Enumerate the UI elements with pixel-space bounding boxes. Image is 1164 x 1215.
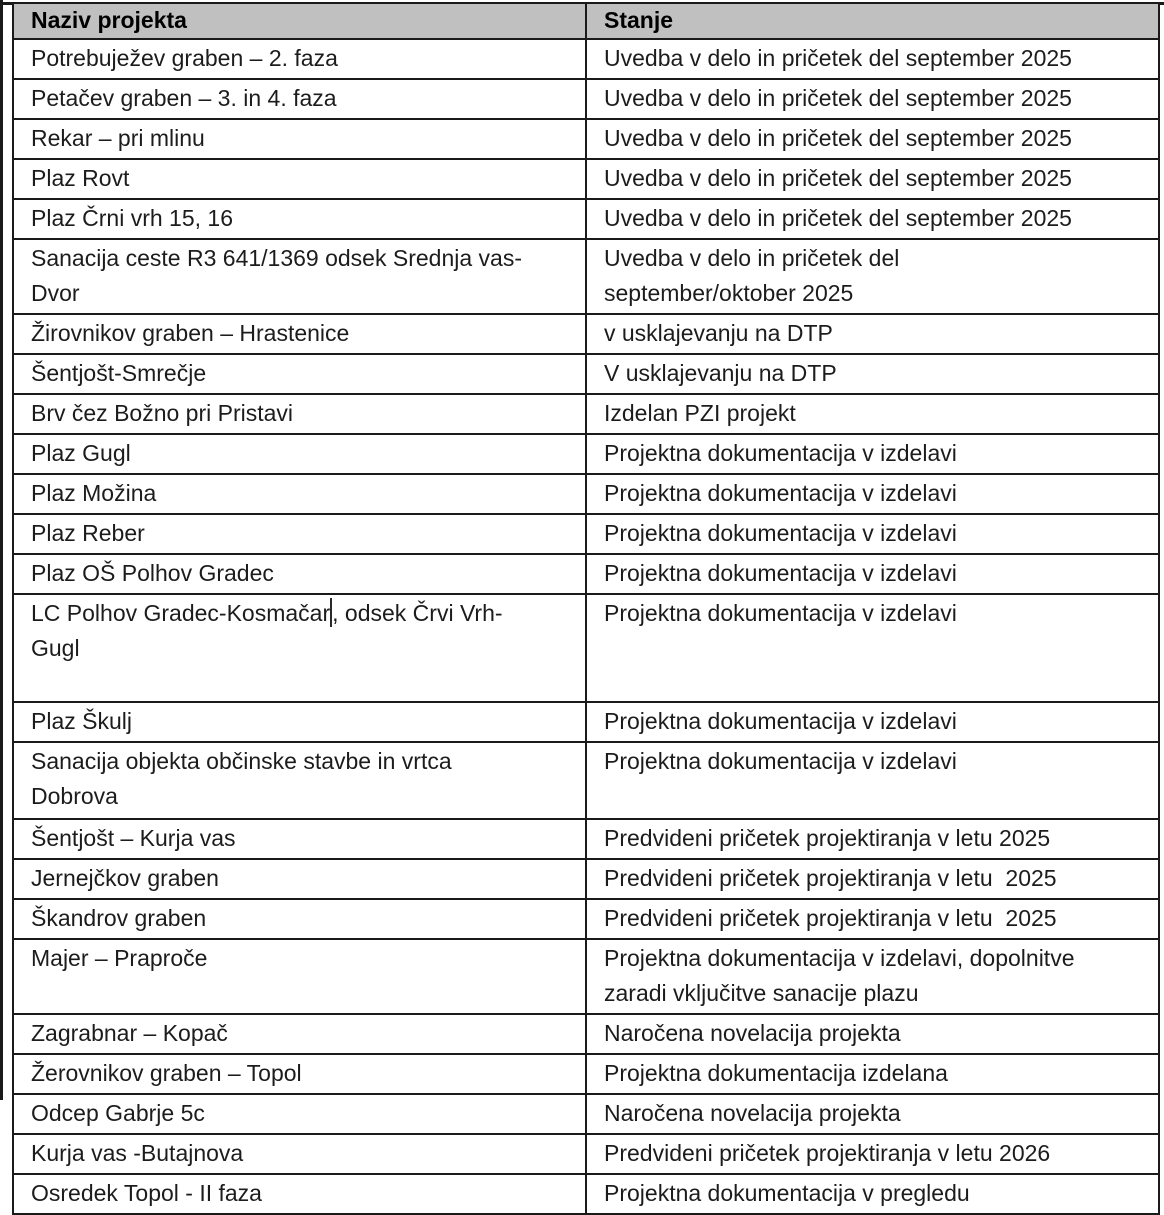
- table-row: [13, 1134, 1159, 1174]
- project-name-cell[interactable]: [13, 859, 586, 899]
- project-name-cell-line: Plaz Reber: [31, 520, 145, 546]
- project-name-cell[interactable]: [13, 819, 586, 859]
- project-status-cell-line: Projektna dokumentacija v izdelavi: [604, 480, 957, 506]
- project-status-cell[interactable]: [586, 239, 1159, 314]
- table-row: [13, 742, 1159, 819]
- project-name-cell-line: Sanacija ceste R3 641/1369 odsek Srednja vas-: [31, 245, 522, 271]
- project-name-cell[interactable]: [13, 1174, 586, 1214]
- project-status-cell-line: Uvedba v delo in pričetek del september 2025: [604, 45, 1072, 71]
- project-status-cell-line: Uvedba v delo in pričetek del: [604, 245, 900, 271]
- table-row: [13, 1014, 1159, 1054]
- table-row: [13, 819, 1159, 859]
- table-row: [13, 314, 1159, 354]
- project-status-cell-line: V usklajevanju na DTP: [604, 360, 837, 386]
- project-status-cell-line: Uvedba v delo in pričetek del september 2025: [604, 125, 1072, 151]
- project-name-cell[interactable]: [13, 199, 586, 239]
- project-name-cell-line: Dvor: [31, 280, 80, 306]
- project-status-cell[interactable]: [586, 554, 1159, 594]
- project-status-cell[interactable]: [586, 159, 1159, 199]
- table-row: [13, 702, 1159, 742]
- project-name-cell[interactable]: [13, 742, 586, 819]
- project-name-cell[interactable]: [13, 1094, 586, 1134]
- project-status-cell[interactable]: [586, 1014, 1159, 1054]
- project-status-cell-line: Projektna dokumentacija v izdelavi, dopolnitve: [604, 945, 1075, 971]
- text-cursor: [330, 598, 332, 627]
- project-name-cell-line: Šentjošt – Kurja vas: [31, 825, 236, 851]
- project-name-cell-line: Dobrova: [31, 783, 118, 809]
- project-name-cell[interactable]: [13, 514, 586, 554]
- project-status-cell-line: Projektna dokumentacija v izdelavi: [604, 748, 957, 774]
- project-status-cell[interactable]: [586, 702, 1159, 742]
- project-status-cell-line: Uvedba v delo in pričetek del september 2025: [604, 205, 1072, 231]
- project-status-cell[interactable]: [586, 354, 1159, 394]
- project-name-cell[interactable]: [13, 1014, 586, 1054]
- project-name-cell-line: Osredek Topol - II faza: [31, 1180, 262, 1206]
- project-status-cell[interactable]: [586, 1094, 1159, 1134]
- table-row: [13, 514, 1159, 554]
- table-row: [13, 554, 1159, 594]
- project-name-cell[interactable]: [13, 239, 586, 314]
- table-row: [13, 1094, 1159, 1134]
- project-name-cell-line: Plaz Gugl: [31, 440, 131, 466]
- project-status-cell-line: Projektna dokumentacija v pregledu: [604, 1180, 970, 1206]
- project-status-cell-line: Projektna dokumentacija v izdelavi: [604, 708, 957, 734]
- table-row: [13, 474, 1159, 514]
- table-row: [13, 594, 1159, 702]
- project-status-cell-line: Predvideni pričetek projektiranja v letu 2026: [604, 1140, 1051, 1166]
- project-status-cell[interactable]: [586, 594, 1159, 702]
- project-status-cell[interactable]: [586, 514, 1159, 554]
- project-status-cell[interactable]: [586, 742, 1159, 819]
- project-status-cell[interactable]: [586, 939, 1159, 1014]
- project-status-cell-line: Projektna dokumentacija v izdelavi: [604, 440, 957, 466]
- project-name-cell[interactable]: [13, 554, 586, 594]
- project-name-cell[interactable]: [13, 899, 586, 939]
- project-name-cell[interactable]: [13, 79, 586, 119]
- project-status-cell-line: Izdelan PZI projekt: [604, 400, 796, 426]
- table-row: [13, 939, 1159, 1014]
- project-status-cell[interactable]: [586, 119, 1159, 159]
- project-name-cell[interactable]: [13, 394, 586, 434]
- project-name-cell-line: Gugl: [31, 635, 80, 662]
- project-status-cell-line: Naročena novelacija projekta: [604, 1100, 901, 1126]
- project-status-cell-line: Naročena novelacija projekta: [604, 1020, 901, 1046]
- project-name-cell-line: Plaz Možina: [31, 480, 157, 506]
- project-name-cell-line: Kurja vas -Butajnova: [31, 1140, 244, 1166]
- project-name-cell-line: Šentjošt-Smrečje: [31, 360, 207, 386]
- project-name-cell[interactable]: [13, 119, 586, 159]
- project-name-cell-line: Plaz Črni vrh 15, 16: [31, 205, 233, 231]
- project-status-cell[interactable]: [586, 859, 1159, 899]
- column-header-naziv-projekta[interactable]: Naziv projekta: [13, 3, 586, 39]
- project-status-cell[interactable]: [586, 394, 1159, 434]
- project-status-cell[interactable]: [586, 314, 1159, 354]
- project-status-cell-line: v usklajevanju na DTP: [604, 320, 833, 346]
- project-status-cell-line: zaradi vključitve sanacije plazu: [604, 980, 919, 1006]
- projects-status-table: [12, 2, 1160, 1215]
- cropped-outer-border-left: [0, 0, 3, 1100]
- project-name-cell-line: Jernejčkov graben: [31, 865, 219, 891]
- table-row: [13, 39, 1159, 79]
- project-name-cell[interactable]: [13, 594, 586, 702]
- project-status-cell[interactable]: [586, 199, 1159, 239]
- table-row: [13, 1054, 1159, 1094]
- project-status-cell-line: Projektna dokumentacija v izdelavi: [604, 600, 957, 626]
- project-name-cell[interactable]: [13, 939, 586, 1014]
- project-status-cell[interactable]: [586, 79, 1159, 119]
- table-row: [13, 859, 1159, 899]
- project-name-cell[interactable]: [13, 702, 586, 742]
- table-row: [13, 899, 1159, 939]
- table-row: [13, 434, 1159, 474]
- project-name-cell-line: Plaz OŠ Polhov Gradec: [31, 560, 274, 586]
- project-name-cell[interactable]: [13, 1134, 586, 1174]
- project-status-cell-line: Projektna dokumentacija v izdelavi: [604, 560, 957, 586]
- table-row: [13, 394, 1159, 434]
- project-name-cell-line: LC Polhov Gradec-Kosmačar, odsek Črvi Vrh-: [31, 600, 503, 626]
- table-row: [13, 239, 1159, 314]
- table-row: [13, 119, 1159, 159]
- project-name-cell-line: Brv čez Božno pri Pristavi: [31, 400, 294, 426]
- table-row: [13, 159, 1159, 199]
- project-status-cell-line: Projektna dokumentacija v izdelavi: [604, 520, 957, 546]
- project-name-cell-line: Škandrov graben: [31, 905, 207, 931]
- project-status-cell[interactable]: [586, 1174, 1159, 1214]
- project-status-cell[interactable]: [586, 474, 1159, 514]
- project-name-cell-line: Zagrabnar – Kopač: [31, 1020, 228, 1046]
- project-name-cell[interactable]: [13, 474, 586, 514]
- project-status-cell-line: Predvideni pričetek projektiranja v letu 2025: [604, 905, 1057, 931]
- project-status-cell-line: september/oktober 2025: [604, 280, 854, 306]
- project-name-cell-line: Majer – Praproče: [31, 945, 208, 971]
- project-status-cell[interactable]: [586, 819, 1159, 859]
- project-status-cell-line: Projektna dokumentacija izdelana: [604, 1060, 948, 1086]
- project-name-cell-line: Petačev graben – 3. in 4. faza: [31, 85, 337, 111]
- project-status-cell[interactable]: [586, 1054, 1159, 1094]
- project-status-cell[interactable]: [586, 1134, 1159, 1174]
- project-name-cell-line: Žerovnikov graben – Topol: [31, 1060, 302, 1086]
- project-name-cell-line: Plaz Škulj: [31, 708, 132, 734]
- project-status-cell-line: Uvedba v delo in pričetek del september 2025: [604, 85, 1072, 111]
- table-row: [13, 1174, 1159, 1214]
- project-name-cell[interactable]: [13, 159, 586, 199]
- table-header-row: [13, 3, 1159, 39]
- project-status-cell-line: Predvideni pričetek projektiranja v letu 2025: [604, 825, 1051, 851]
- project-name-cell[interactable]: [13, 39, 586, 79]
- project-status-cell[interactable]: [586, 899, 1159, 939]
- project-name-cell[interactable]: [13, 314, 586, 354]
- project-name-cell[interactable]: [13, 1054, 586, 1094]
- project-status-cell[interactable]: [586, 39, 1159, 79]
- project-name-cell-line: Potrebuježev graben – 2. faza: [31, 45, 338, 71]
- project-name-cell-line: Plaz Rovt: [31, 165, 130, 191]
- project-status-cell-line: Uvedba v delo in pričetek del september 2025: [604, 165, 1072, 191]
- project-name-cell-line: Odcep Gabrje 5c: [31, 1100, 205, 1126]
- project-name-cell[interactable]: [13, 354, 586, 394]
- table-row: [13, 354, 1159, 394]
- project-name-cell-line: Sanacija objekta občinske stavbe in vrtca: [31, 748, 452, 774]
- project-name-cell-line: Rekar – pri mlinu: [31, 125, 205, 151]
- table-row: [13, 199, 1159, 239]
- column-header-stanje[interactable]: Stanje: [586, 3, 1159, 39]
- table-row: [13, 79, 1159, 119]
- project-status-cell[interactable]: [586, 434, 1159, 474]
- project-name-cell-line: Žirovnikov graben – Hrastenice: [31, 320, 350, 346]
- project-name-cell[interactable]: [13, 434, 586, 474]
- project-status-cell-line: Predvideni pričetek projektiranja v letu 2025: [604, 865, 1057, 891]
